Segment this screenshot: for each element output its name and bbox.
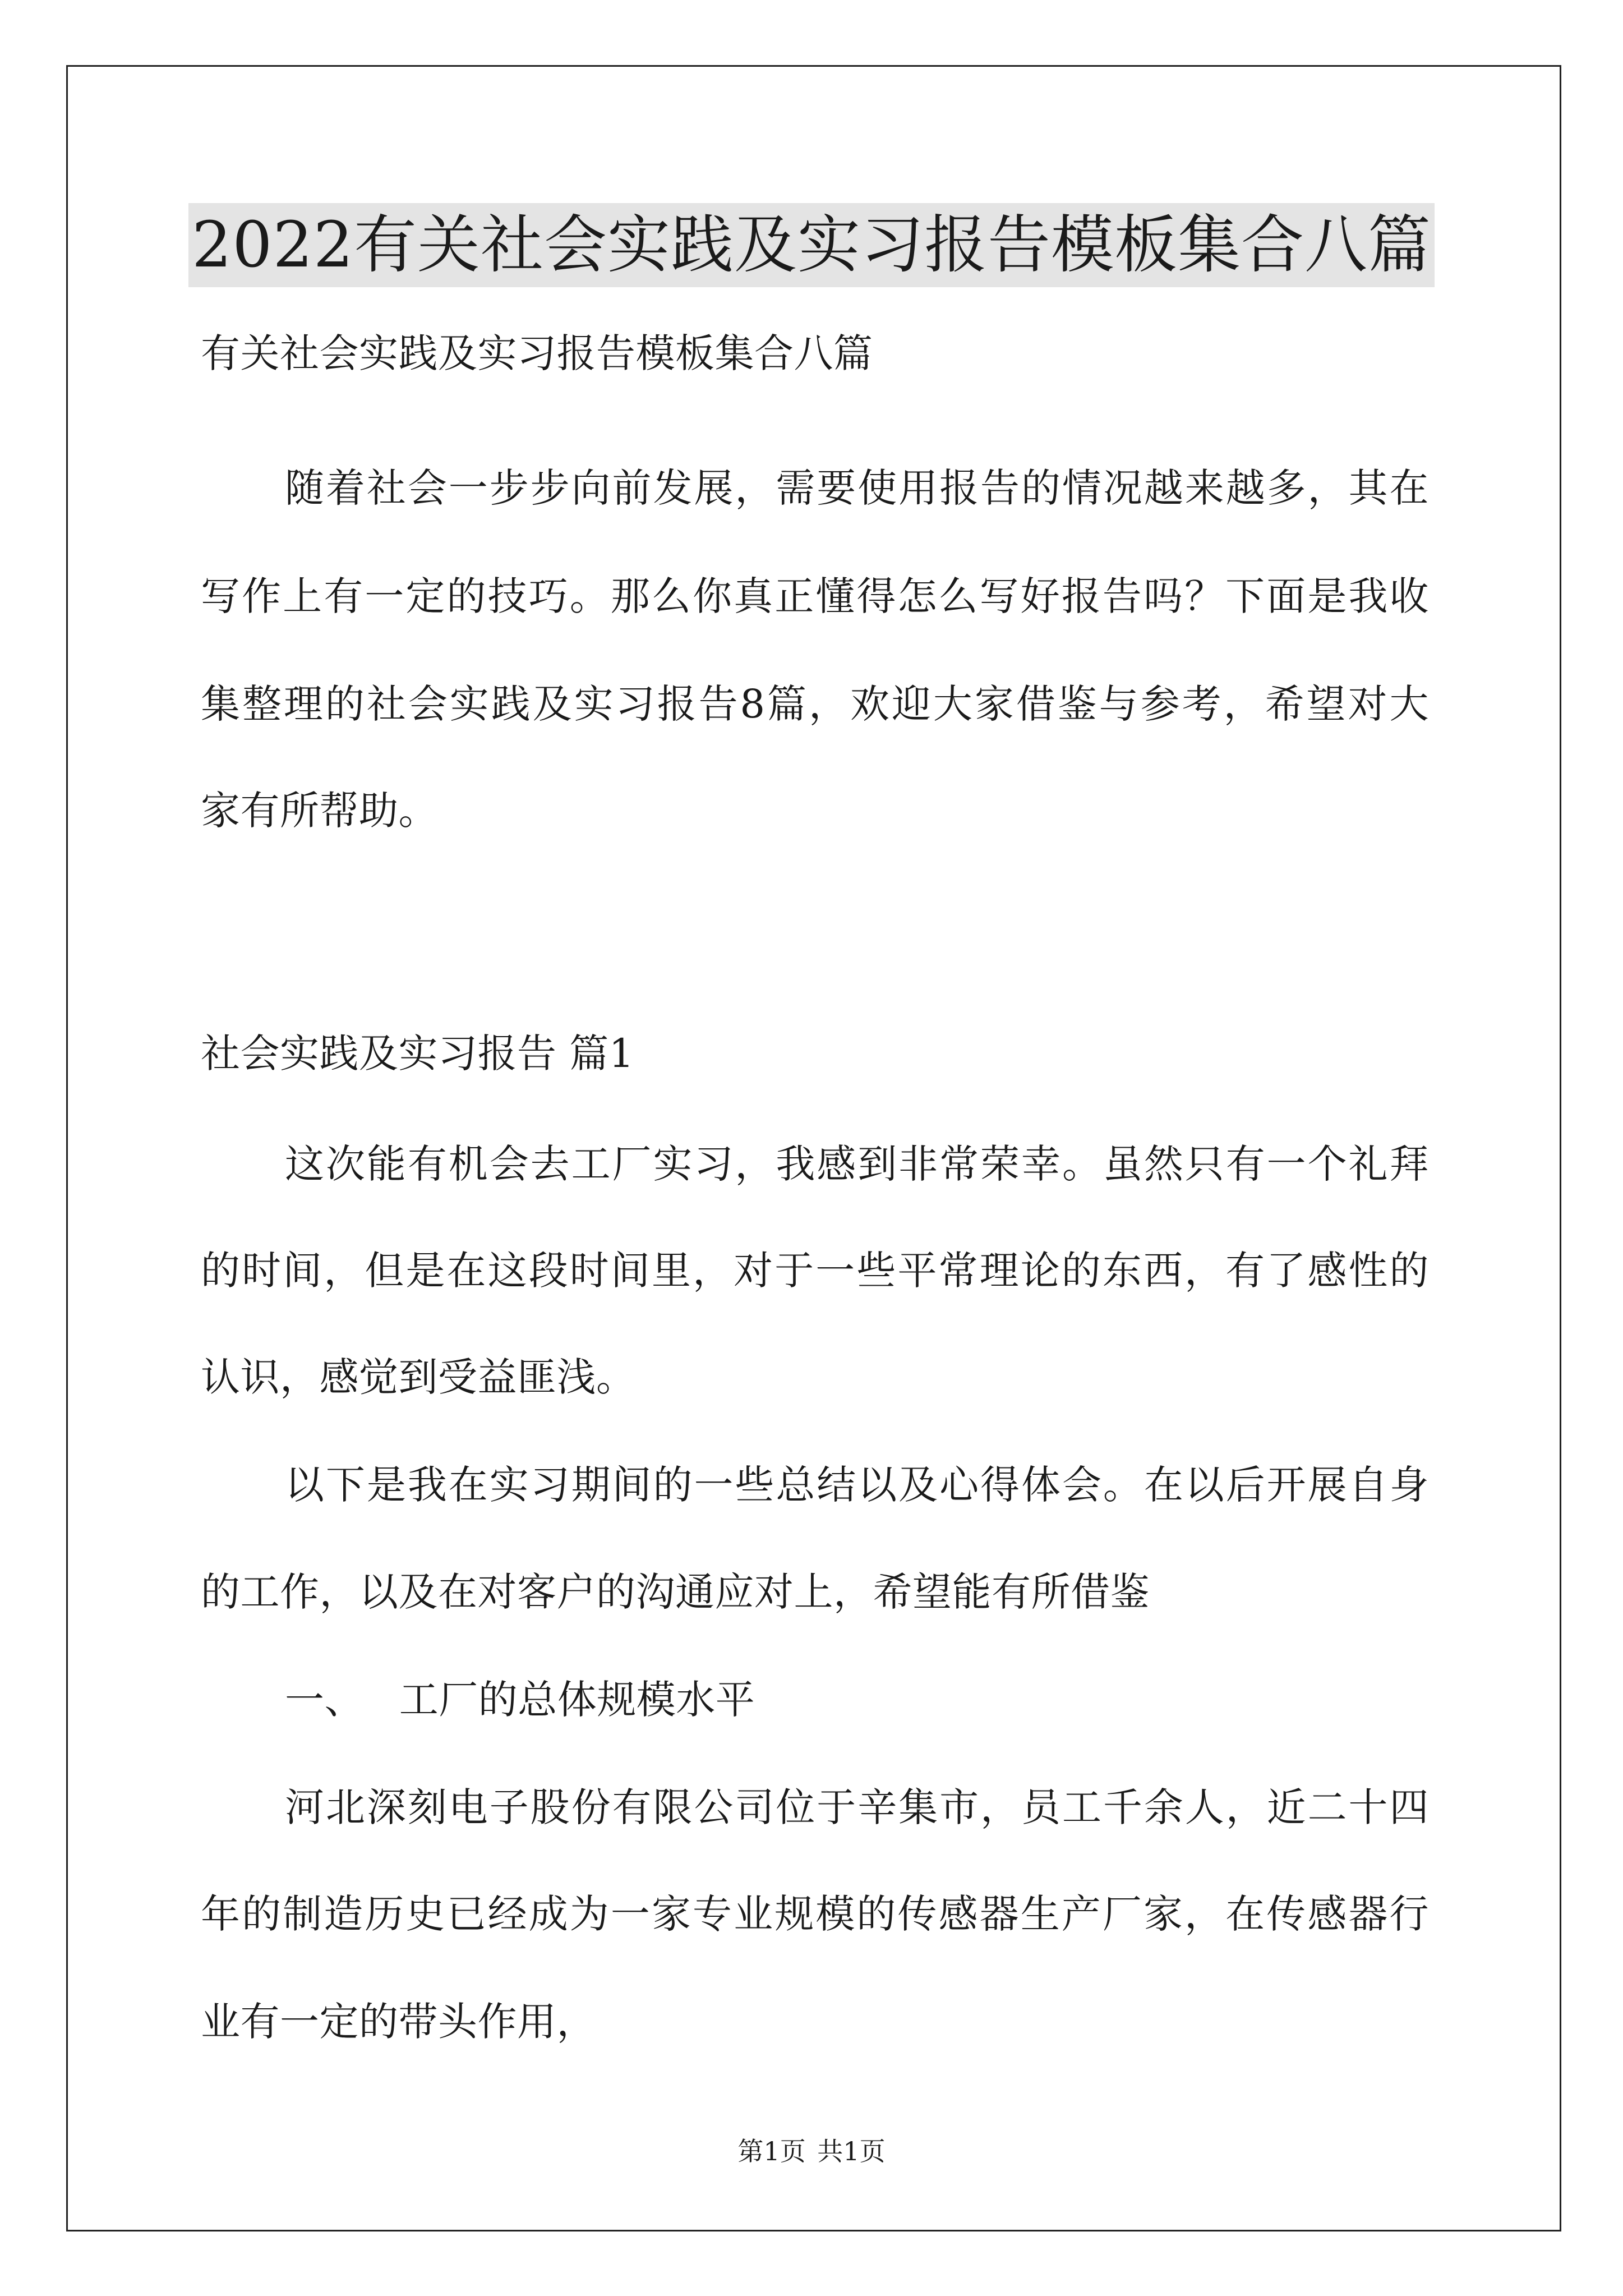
intro-line: 随着社会一步步向前发展，需要使用报告的情况越来越多，其在 — [285, 465, 1429, 511]
section-heading: 社会实践及实习报告 篇1 — [201, 1030, 634, 1076]
page-footer: 第1页 共1页 — [737, 2136, 886, 2166]
document-title: 2022有关社会实践及实习报告模板集合八篇 — [188, 203, 1435, 287]
document-subtitle: 有关社会实践及实习报告模板集合八篇 — [201, 330, 873, 376]
intro-line: 家有所帮助。 — [201, 788, 438, 834]
paragraph-line: 以下是我在实习期间的一些总结以及心得体会。在以后开展自身 — [285, 1462, 1429, 1508]
paragraph-line: 的工作，以及在对客户的沟通应对上，希望能有所借鉴 — [201, 1569, 1150, 1615]
paragraph-line: 业有一定的带头作用， — [201, 1999, 596, 2045]
item-heading: 一、 工厂的总体规模水平 — [285, 1677, 755, 1723]
intro-line: 写作上有一定的技巧。那么你真正懂得怎么写好报告吗？下面是我收 — [201, 573, 1429, 619]
paragraph-line: 年的制造历史已经成为一家专业规模的传感器生产厂家，在传感器行 — [201, 1891, 1429, 1937]
intro-line: 集整理的社会实践及实习报告8篇，欢迎大家借鉴与参考，希望对大 — [201, 681, 1429, 727]
paragraph-line: 的时间，但是在这段时间里，对于一些平常理论的东西，有了感性的 — [201, 1248, 1429, 1294]
paragraph-line: 这次能有机会去工厂实习，我感到非常荣幸。虽然只有一个礼拜 — [285, 1141, 1429, 1187]
paragraph-line: 河北深刻电子股份有限公司位于辛集市，员工千余人，近二十四 — [285, 1784, 1429, 1830]
title-block — [0, 203, 1623, 287]
paragraph-line: 认识，感觉到受益匪浅。 — [201, 1354, 636, 1400]
